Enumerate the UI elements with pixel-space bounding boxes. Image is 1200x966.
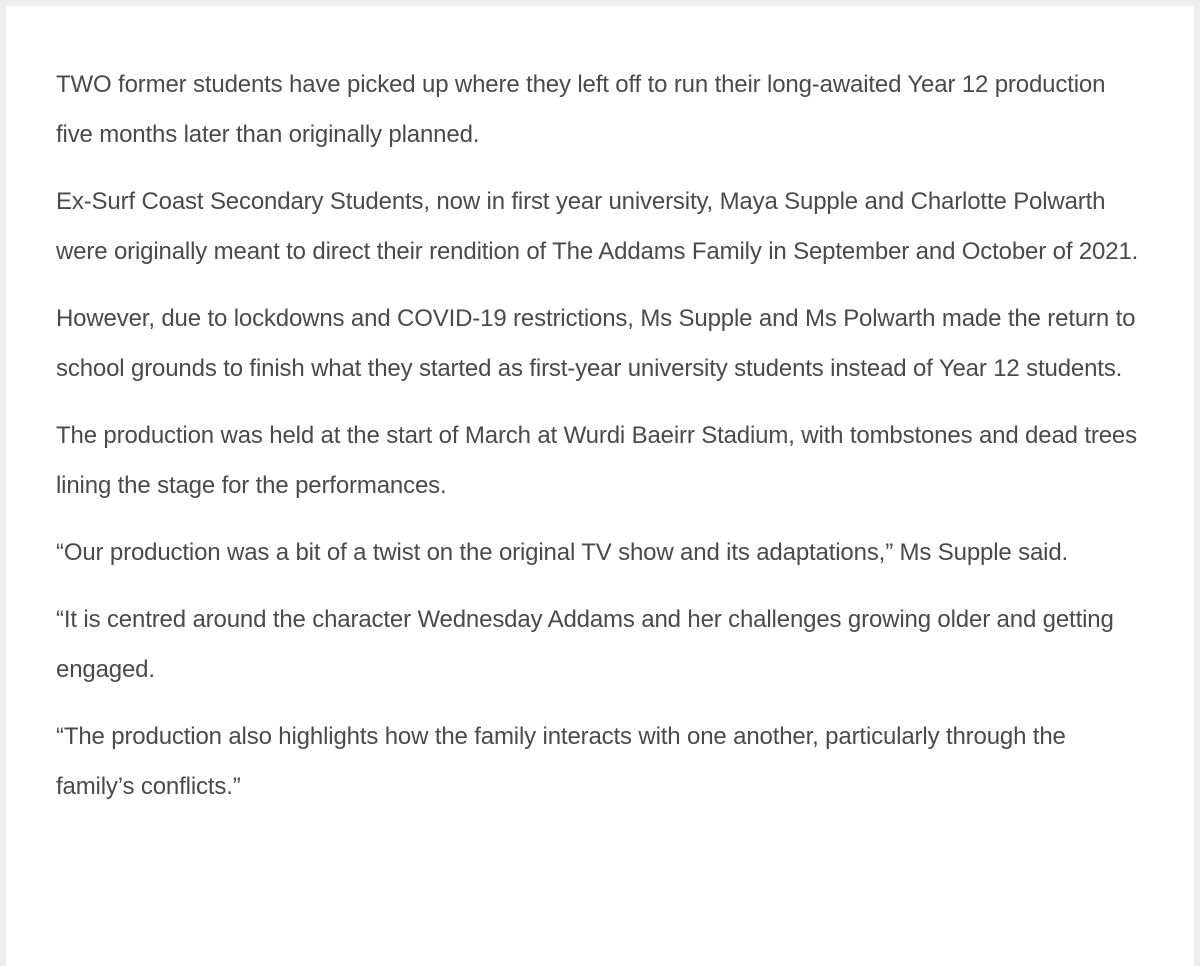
- article-page: [6, 6, 1194, 966]
- article-paragraph: However, due to lockdowns and COVID-19 restrictions, Ms Supple and Ms Polwarth made the return to school grounds to finish what they started as first-year university students instead of Year 12 students.: [56, 305, 1136, 382]
- article-body: [56, 60, 1146, 812]
- article-paragraph: The production was held at the start of March at Wurdi Baeirr Stadium, with tombstones and dead trees lining the stage for the performances.: [56, 422, 1137, 499]
- article-paragraph: Ex-Surf Coast Secondary Students, now in first year university, Maya Supple and Charlotte Polwarth were originally meant to direct their rendition of The Addams Family in September and October of 2021.: [56, 188, 1139, 265]
- article-paragraph: TWO former students have picked up where they left off to run their long-awaited Year 12 production five months later than originally planned.: [56, 71, 1106, 148]
- article-paragraph: “It is centred around the character Wednesday Addams and her challenges growing older and getting engaged.: [56, 606, 1114, 683]
- article-paragraph: “The production also highlights how the family interacts with one another, particularly through the family’s conflicts.”: [56, 723, 1066, 800]
- article-paragraph: “Our production was a bit of a twist on the original TV show and its adaptations,” Ms Supple said.: [56, 539, 1069, 566]
